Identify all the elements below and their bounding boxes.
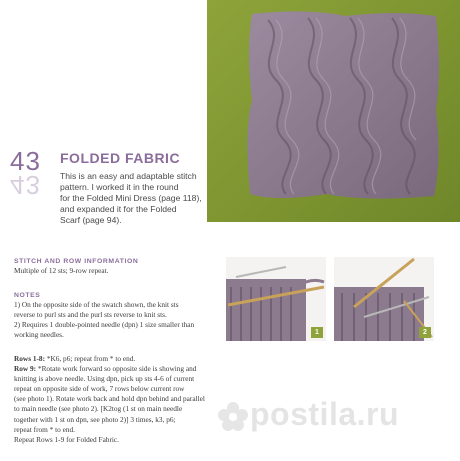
photo-number-badge: 1	[311, 327, 323, 338]
notes-line: 2) Requires 1 double-pointed needle (dpn) 1 size smaller than	[14, 320, 195, 330]
rows-text: *K6, p6; repeat from * to end.	[45, 354, 136, 363]
stitch-info-heading: STITCH AND ROW INFORMATION	[14, 258, 139, 265]
rows-label: Rows 1-8:	[14, 354, 46, 363]
notes-line: 1) On the opposite side of the swatch shown, the knit sts	[14, 300, 179, 309]
watermark-text: postila.ru	[250, 396, 400, 432]
notes-line: working needles.	[14, 330, 64, 340]
instruction-line: Repeat Rows 1-9 for Folded Fabric.	[14, 434, 119, 444]
pattern-number: 43	[10, 146, 41, 176]
notes-text	[14, 300, 194, 340]
pattern-number-reflection: 43	[10, 170, 41, 200]
rows-1-8-line	[14, 354, 205, 364]
instruction-line: knitting is above needle. Using dpn, pick up sts 4-6 of current	[14, 374, 195, 384]
instruction-line: (see photo 1). Rotate work back and hold dpn behind and parallel	[14, 394, 205, 404]
notes-heading: NOTES	[14, 292, 41, 299]
stitch-info-text	[14, 266, 108, 276]
row-9-line	[14, 364, 205, 374]
instruction-line: together with 1 st on dpn, see photo 2)] 3 times, k3, p6;	[14, 414, 176, 424]
intro-line: pattern. I worked it in the round	[60, 182, 179, 192]
instructions-text	[14, 354, 205, 445]
pattern-title: FOLDED FABRIC	[60, 150, 181, 166]
instruction-line: repeat on opposite side of work, 7 rows below current row	[14, 384, 185, 394]
instruction-line: to main needle (see photo 2). [K2tog (1 st on main needle	[14, 404, 183, 414]
intro-line: Scarf (page 94).	[60, 215, 122, 225]
intro-line: for the Folded Mini Dress (page 118),	[60, 193, 202, 203]
row9-label: Row 9:	[14, 364, 37, 374]
step-photo-2	[334, 257, 434, 341]
instruction-line: repeat from * to end.	[14, 424, 75, 434]
step-photo-1	[226, 257, 326, 341]
intro-line: This is an easy and adaptable stitch	[60, 171, 197, 181]
photo-number-badge: 2	[419, 327, 431, 338]
intro-line: and expanded it for the Folded	[60, 204, 177, 214]
row9-text: *Rotate work forward so opposite side is showing and	[36, 364, 197, 374]
notes-line: reverse to purl sts and the purl sts reverse to knit sts.	[14, 310, 167, 320]
stitch-info-line: Multiple of 12 sts; 9-row repeat.	[14, 266, 109, 275]
flower-watermark-icon	[218, 400, 248, 432]
pattern-intro	[60, 171, 210, 226]
knit-swatch-image	[246, 10, 440, 200]
